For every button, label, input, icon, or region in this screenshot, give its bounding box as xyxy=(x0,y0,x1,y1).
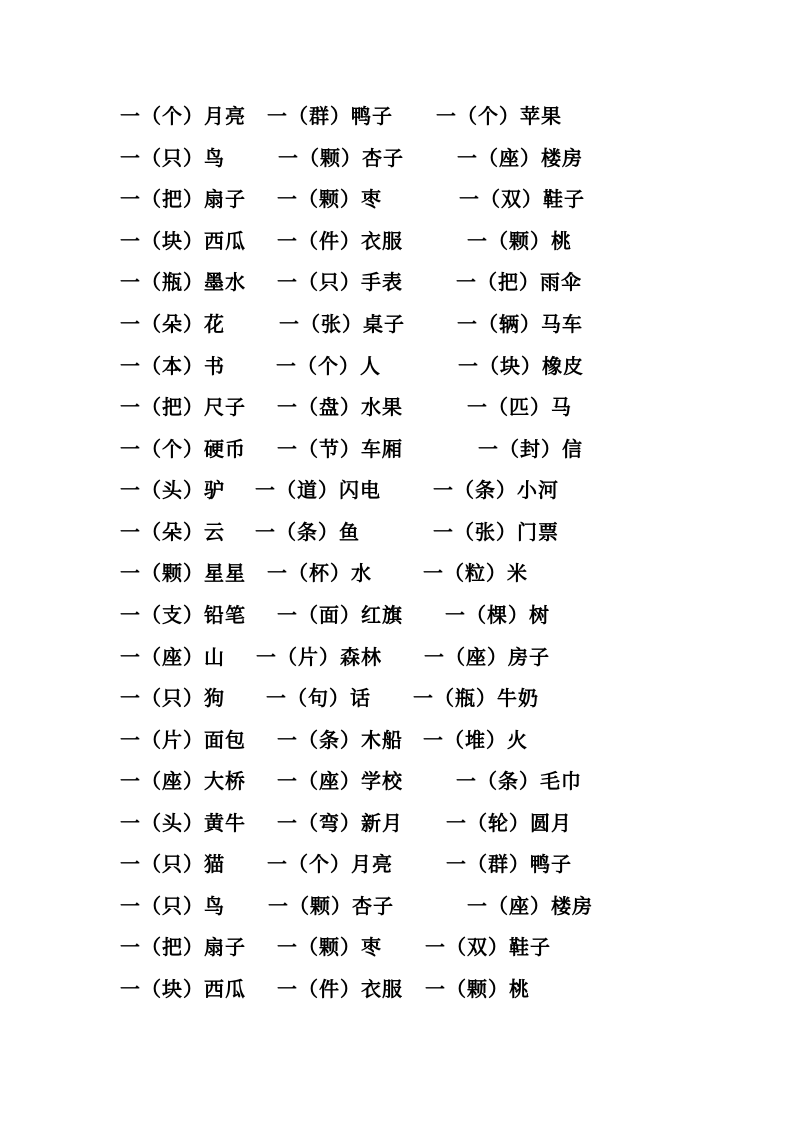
measure-word-phrase: 一（朵）云 xyxy=(120,520,225,544)
measure-word-phrase: 一（匹）马 xyxy=(467,395,572,419)
measure-word-phrase: 一（只）鸟 xyxy=(120,894,225,918)
phrase-row xyxy=(0,429,793,469)
measure-word-phrase: 一（面）红旗 xyxy=(277,603,403,627)
measure-word-phrase: 一（块）西瓜 xyxy=(120,977,246,1001)
measure-word-phrase: 一（把）尺子 xyxy=(120,395,246,419)
measure-word-phrase: 一（盘）水果 xyxy=(277,395,403,419)
phrase-row xyxy=(0,927,793,967)
phrase-row xyxy=(0,844,793,884)
measure-word-phrase: 一（条）毛巾 xyxy=(456,769,582,793)
measure-word-phrase: 一（群）鸭子 xyxy=(267,104,393,128)
measure-word-phrase: 一（条）鱼 xyxy=(255,520,360,544)
phrase-row xyxy=(0,678,793,718)
measure-word-phrase: 一（只）鸟 xyxy=(120,146,225,170)
measure-word-phrase: 一（颗）枣 xyxy=(277,935,382,959)
measure-word-phrase: 一（弯）新月 xyxy=(277,811,403,835)
phrase-row xyxy=(0,969,793,1009)
measure-word-phrase: 一（把）扇子 xyxy=(120,935,246,959)
phrase-row xyxy=(0,138,793,178)
phrase-row xyxy=(0,803,793,843)
measure-word-phrase: 一（句）话 xyxy=(266,686,371,710)
phrase-row xyxy=(0,720,793,760)
phrase-row xyxy=(0,886,793,926)
measure-word-phrase: 一（颗）杏子 xyxy=(278,146,404,170)
measure-word-phrase: 一（头）黄牛 xyxy=(120,811,246,835)
measure-word-phrase: 一（轮）圆月 xyxy=(446,811,572,835)
measure-word-phrase: 一（块）西瓜 xyxy=(120,229,246,253)
measure-word-phrase: 一（本）书 xyxy=(120,354,225,378)
measure-word-phrase: 一（颗）桃 xyxy=(467,229,572,253)
measure-word-phrase: 一（把）扇子 xyxy=(120,187,246,211)
measure-word-phrase: 一（双）鞋子 xyxy=(425,935,551,959)
measure-word-phrase: 一（瓶）牛奶 xyxy=(413,686,539,710)
measure-word-phrase: 一（瓶）墨水 xyxy=(120,270,246,294)
measure-word-phrase: 一（张）门票 xyxy=(433,520,559,544)
measure-word-phrase: 一（个）硬币 xyxy=(120,437,246,461)
measure-word-phrase: 一（朵）花 xyxy=(120,312,225,336)
measure-word-phrase: 一（双）鞋子 xyxy=(459,187,585,211)
measure-word-phrase: 一（件）衣服 xyxy=(277,977,403,1001)
measure-word-phrase: 一（堆）火 xyxy=(423,728,528,752)
measure-word-phrase: 一（张）桌子 xyxy=(279,312,405,336)
measure-word-phrase: 一（支）铅笔 xyxy=(120,603,246,627)
phrase-row xyxy=(0,179,793,219)
measure-word-phrase: 一（个）月亮 xyxy=(120,104,246,128)
measure-word-phrase: 一（个）人 xyxy=(276,354,381,378)
measure-word-phrase: 一（座）楼房 xyxy=(467,894,593,918)
phrase-row xyxy=(0,595,793,635)
measure-word-phrase: 一（封）信 xyxy=(478,437,583,461)
phrase-row xyxy=(0,96,793,136)
phrase-row xyxy=(0,262,793,302)
phrase-row xyxy=(0,470,793,510)
measure-word-phrase: 一（颗）杏子 xyxy=(268,894,394,918)
measure-word-phrase: 一（块）橡皮 xyxy=(458,354,584,378)
measure-word-phrase: 一（辆）马车 xyxy=(457,312,583,336)
measure-word-phrase: 一（座）大桥 xyxy=(120,769,246,793)
measure-word-phrase: 一（把）雨伞 xyxy=(456,270,582,294)
measure-word-phrase: 一（片）森林 xyxy=(256,645,382,669)
measure-word-phrase: 一（片）面包 xyxy=(120,728,246,752)
measure-word-phrase: 一（座）房子 xyxy=(424,645,550,669)
measure-word-phrase: 一（群）鸭子 xyxy=(446,852,572,876)
measure-word-phrase: 一（只）手表 xyxy=(277,270,403,294)
measure-word-phrase: 一（头）驴 xyxy=(120,478,225,502)
phrase-row xyxy=(0,387,793,427)
measure-word-phrase: 一（个）苹果 xyxy=(436,104,562,128)
measure-word-phrase: 一（条）小河 xyxy=(433,478,559,502)
measure-word-phrase: 一（道）闪电 xyxy=(255,478,381,502)
measure-word-phrase: 一（座）山 xyxy=(120,645,225,669)
phrase-row xyxy=(0,637,793,677)
measure-word-phrase: 一（座）楼房 xyxy=(457,146,583,170)
measure-word-phrase: 一（颗）桃 xyxy=(425,977,530,1001)
measure-word-phrase: 一（件）衣服 xyxy=(277,229,403,253)
measure-word-phrase: 一（只）猫 xyxy=(120,852,225,876)
measure-word-phrase: 一（座）学校 xyxy=(277,769,403,793)
phrase-row xyxy=(0,221,793,261)
measure-word-phrase: 一（只）狗 xyxy=(120,686,225,710)
phrase-row xyxy=(0,346,793,386)
measure-word-phrase: 一（个）月亮 xyxy=(267,852,393,876)
measure-word-phrase: 一（节）车厢 xyxy=(277,437,403,461)
phrase-row xyxy=(0,304,793,344)
phrase-row xyxy=(0,553,793,593)
measure-word-phrase: 一（杯）水 xyxy=(267,561,372,585)
phrase-row xyxy=(0,761,793,801)
measure-word-phrase: 一（粒）米 xyxy=(423,561,528,585)
measure-word-phrase: 一（颗）枣 xyxy=(277,187,382,211)
measure-word-phrase: 一（棵）树 xyxy=(445,603,550,627)
measure-word-phrase: 一（颗）星星 xyxy=(120,561,246,585)
measure-word-phrase: 一（条）木船 xyxy=(277,728,403,752)
phrase-row xyxy=(0,512,793,552)
